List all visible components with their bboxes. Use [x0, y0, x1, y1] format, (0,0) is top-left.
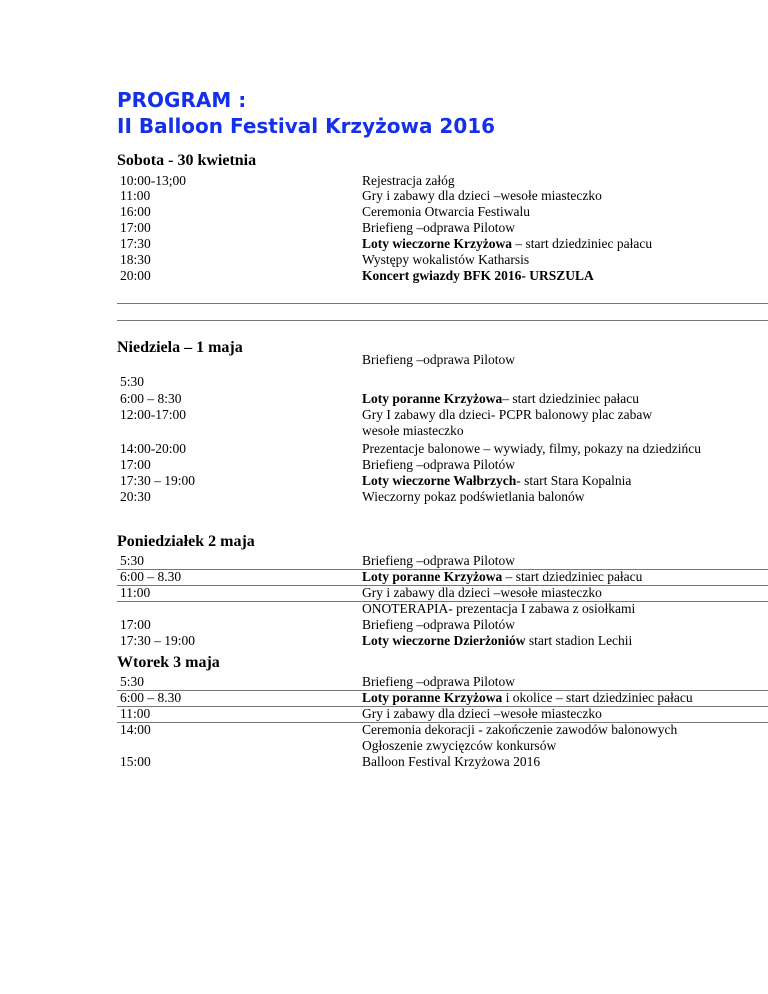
time-cell: 14:00-20:00 [120, 441, 186, 456]
schedule-row-sunday [117, 473, 768, 489]
schedule-row-sunday [117, 352, 768, 368]
event-text: Ceremonia dekoracji - zakończenie zawodów balonowych [362, 722, 678, 737]
event-cell [362, 473, 631, 489]
schedule-row-saturday [117, 204, 768, 220]
event-highlight: Loty wieczorne Krzyżowa [362, 236, 512, 251]
schedule-row-tuesday [117, 706, 768, 723]
schedule-row-sunday [117, 441, 768, 457]
time-cell: 11:00 [120, 585, 151, 600]
event-cell [362, 188, 602, 204]
event-text: start stadion Lechii [525, 633, 633, 648]
time-cell: 16:00 [120, 204, 151, 219]
event-text: Wieczorny pokaz podświetlania balonów [362, 489, 585, 504]
day-title-saturday: Sobota - 30 kwietnia [117, 152, 257, 169]
event-cell [362, 754, 540, 770]
divider [117, 303, 768, 304]
event-text: - start Stara Kopalnia [516, 473, 632, 488]
schedule-row-monday [117, 617, 768, 633]
event-text: wesołe miasteczko [362, 423, 464, 438]
event-cell [362, 173, 455, 189]
event-cell [362, 220, 515, 236]
event-cell [362, 601, 635, 617]
time-cell: 5:30 [120, 374, 145, 389]
event-cell [362, 633, 632, 649]
event-cell [362, 706, 602, 722]
event-text: Briefieng –odprawa Pilotow [362, 553, 515, 568]
time-cell: 20:30 [120, 489, 151, 504]
event-cell [362, 690, 693, 706]
event-cell [362, 738, 556, 754]
schedule-row-monday [117, 569, 768, 586]
schedule-row-monday [117, 601, 768, 617]
event-text: Briefieng –odprawa Pilotow [362, 220, 515, 235]
event-cell [362, 617, 515, 633]
event-cell [362, 457, 515, 473]
schedule-row-monday [117, 553, 768, 570]
event-cell [362, 352, 515, 368]
event-text: Rejestracja załóg [362, 173, 455, 188]
event-text: Gry i zabawy dla dzieci –wesołe miasteczko [362, 706, 602, 721]
event-cell [362, 204, 530, 220]
time-cell: 17:30 – 19:00 [120, 473, 196, 488]
schedule-row-saturday [117, 236, 768, 252]
event-cell [362, 722, 677, 738]
event-text: Gry I zabawy dla dzieci- PCPR balonowy plac zabaw [362, 407, 653, 422]
event-text: Gry i zabawy dla dzieci –wesołe miasteczko [362, 585, 602, 600]
schedule-row-saturday [117, 173, 768, 189]
event-text: Występy wokalistów Katharsis [362, 252, 530, 267]
schedule-row-saturday [117, 220, 768, 236]
event-text: Briefieng –odprawa Pilotow [362, 352, 515, 367]
event-cell [362, 553, 515, 569]
schedule-row-saturday [117, 268, 768, 284]
day-title-tuesday: Wtorek 3 maja [117, 654, 220, 671]
event-cell [362, 407, 652, 423]
event-cell [362, 569, 642, 585]
time-cell: 11:00 [120, 188, 151, 203]
event-highlight: Loty wieczorne Wałbrzych [362, 473, 517, 488]
schedule-row-sunday [117, 489, 768, 505]
event-text: – start dziedziniec pałacu [502, 569, 643, 584]
event-text: Briefieng –odprawa Pilotów [362, 457, 515, 472]
day-title-sunday: Niedziela – 1 maja [117, 339, 243, 356]
event-text: Balloon Festival Krzyżowa 2016 [362, 754, 541, 769]
schedule-row-tuesday [117, 690, 768, 707]
event-cell [362, 268, 594, 284]
time-cell: 11:00 [120, 706, 151, 721]
schedule-row-sunday [117, 423, 768, 439]
event-text: Ceremonia Otwarcia Festiwalu [362, 204, 530, 219]
event-text: i okolice – start dziedziniec pałacu [502, 690, 693, 705]
time-cell: 5:30 [120, 553, 145, 568]
schedule-row-sunday [117, 457, 768, 473]
event-highlight: Loty poranne Krzyżowa [362, 690, 503, 705]
time-cell: 18:30 [120, 252, 151, 267]
event-text: Gry i zabawy dla dzieci –wesołe miasteczko [362, 188, 602, 203]
festival-title: II Balloon Festival Krzyżowa 2016 [117, 114, 496, 138]
schedule-row-monday [117, 585, 768, 602]
time-cell: 6:00 – 8.30 [120, 569, 182, 584]
event-text: Prezentacje balonowe – wywiady, filmy, pokazy na dziedzińcu [362, 441, 701, 456]
schedule-row-tuesday [117, 754, 768, 770]
schedule-row-tuesday [117, 738, 768, 754]
schedule-row-tuesday [117, 722, 768, 738]
time-cell: 6:00 – 8:30 [120, 391, 182, 406]
event-highlight: Loty wieczorne Dzierżoniów [362, 633, 526, 648]
time-cell: 17:30 – 19:00 [120, 633, 196, 648]
event-cell [362, 585, 602, 601]
schedule-row-saturday [117, 188, 768, 204]
event-highlight: Koncert gwiazdy BFK 2016- URSZULA [362, 268, 594, 283]
schedule-row-monday [117, 633, 768, 649]
time-cell: 17:00 [120, 220, 151, 235]
time-cell: 15:00 [120, 754, 151, 769]
schedule-row-saturday [117, 252, 768, 268]
time-cell: 14:00 [120, 722, 151, 737]
time-cell: 17:00 [120, 457, 151, 472]
time-cell: 10:00-13;00 [120, 173, 186, 188]
schedule-row-sunday [117, 407, 768, 423]
time-cell: 17:30 [120, 236, 151, 251]
time-cell: 5:30 [120, 674, 145, 689]
divider [117, 320, 768, 321]
event-text: ONOTERAPIA- prezentacja I zabawa z osiołkami [362, 601, 636, 616]
event-cell [362, 423, 464, 439]
time-cell: 20:00 [120, 268, 151, 283]
event-highlight: Loty poranne Krzyżowa [362, 569, 503, 584]
event-text: Briefieng –odprawa Pilotów [362, 617, 515, 632]
event-text: – start dziedziniec pałacu [502, 391, 640, 406]
event-cell [362, 236, 652, 252]
event-cell [362, 674, 515, 690]
event-cell [362, 252, 529, 268]
program-heading: PROGRAM : [117, 88, 247, 112]
event-cell [362, 441, 701, 457]
time-cell: 12:00-17:00 [120, 407, 186, 422]
schedule-row-tuesday [117, 674, 768, 691]
event-text: Ogłoszenie zwycięzców konkursów [362, 738, 557, 753]
event-cell [362, 489, 585, 505]
time-cell: 17:00 [120, 617, 151, 632]
schedule-row-sunday [117, 374, 768, 390]
event-highlight: Loty poranne Krzyżowa [362, 391, 503, 406]
event-text: – start dziedziniec pałacu [511, 236, 653, 251]
day-title-monday: Poniedziałek 2 maja [117, 533, 255, 550]
schedule-row-sunday [117, 391, 768, 407]
event-cell [362, 391, 639, 407]
event-text: Briefieng –odprawa Pilotow [362, 674, 515, 689]
time-cell: 6:00 – 8.30 [120, 690, 182, 705]
